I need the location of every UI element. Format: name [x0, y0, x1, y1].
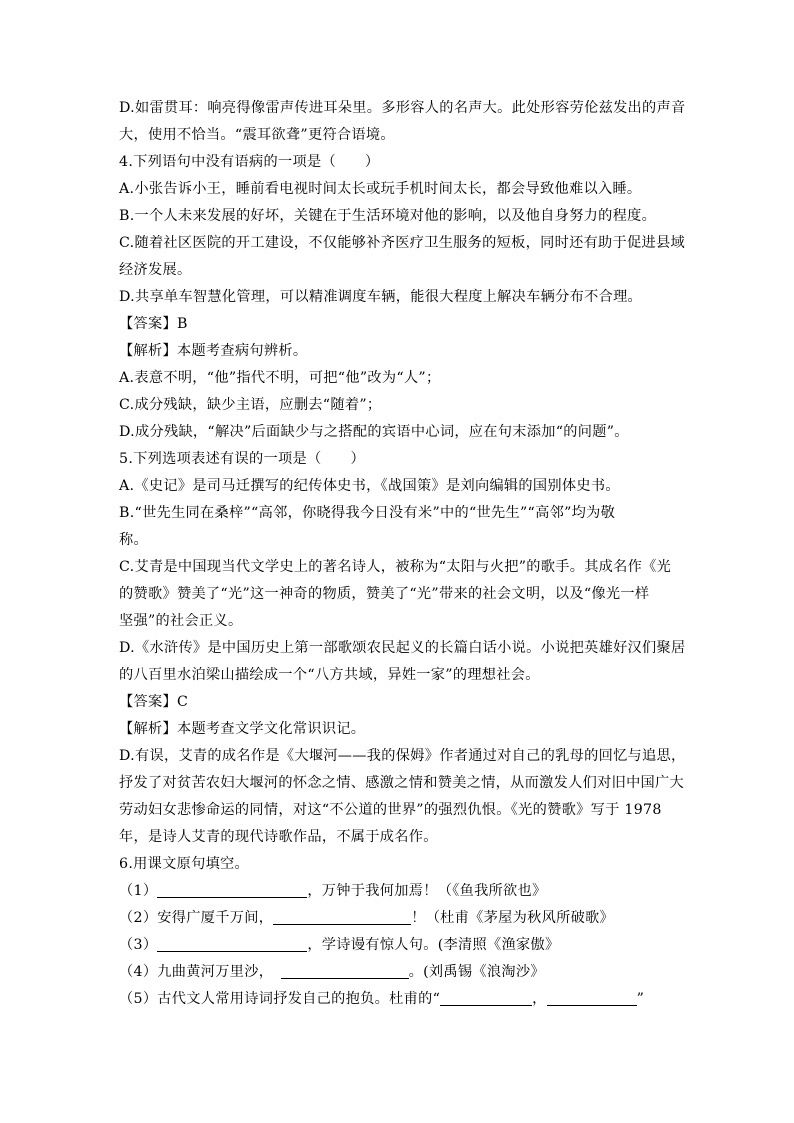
analysis-label: 【解析】本题考查病句辨析。 — [119, 343, 308, 359]
analysis-line: 劳动妇女悲惨命运的同情，对这“不公道的世界”的强烈仇恨。《光的赞歌》写于 1978 — [119, 802, 662, 818]
option-b: B.一个人未来发展的好坏，关键在于生活环境对他的影响，以及他自身努力的程度。 — [119, 208, 657, 224]
option-c: C.艾青是中国现当代文学史上的著名诗人，被称为“太阳与火把”的歌手。其成名作《光 — [119, 559, 672, 575]
answer-label: 【答案】B — [119, 316, 188, 332]
answer-label: 【答案】C — [119, 694, 189, 710]
option-c: C.随着社区医院的开工建设，不仅能够补齐医疗卫生服务的短板，同时还有助于促进县域 — [119, 235, 685, 251]
analysis-line: D.有误，艾青的成名作是《大堰河——我的保姆》作者通过对自己的乳母的回忆与追思， — [119, 748, 686, 764]
fill-text: 。(刘禹锡《浪淘沙》 — [408, 964, 545, 980]
option-a: A.《史记》是司马迁撰写的纪传体史书，《战国策》是刘向编辑的国别体史书。 — [119, 478, 620, 494]
option-d: D.《水浒传》是中国历史上第一部歌颂农民起义的长篇白话小说。小说把英雄好汉们聚居 — [119, 640, 686, 656]
fill-text: ！（杜甫《茅屋为秋风所破歌》 — [411, 910, 615, 926]
fill-text: ，学诗谩有惊人句。(李清照《渔家傲》 — [307, 937, 560, 953]
text-line: D.如雷贯耳：响亮得像雷声传进耳朵里。多形容人的名声大。此处形容劳伦兹发出的声音 — [119, 100, 686, 116]
question-5-stem: 5.下列选项表述有误的一项是（ ） — [119, 451, 365, 467]
fill-item-5 — [119, 986, 675, 1013]
analysis-line: 年，是诗人艾青的现代诗歌作品，不属于成名作。 — [119, 829, 438, 845]
option-d-cont: 的八百里水泊梁山描绘成一个“八方共域，异姓一家”的理想社会。 — [119, 667, 540, 683]
option-c-cont: 坚强”的社会正义。 — [119, 613, 243, 629]
fill-text: （1） — [119, 883, 158, 899]
fill-item-4 — [119, 959, 675, 986]
question-6-stem: 6.用课文原句填空。 — [119, 856, 250, 872]
analysis-line: D.成分残缺，“解决”后面缺少与之搭配的宾语中心词，应在句末添加“的问题”。 — [119, 424, 629, 440]
answer-blank[interactable] — [157, 881, 307, 898]
option-a: A.小张告诉小王，睡前看电视时间太长或玩手机时间太长，都会导致他难以入睡。 — [119, 181, 642, 197]
analysis-line: A.表意不明，“他”指代不明，可把“他”改为“人”； — [119, 370, 441, 386]
answer-blank[interactable] — [440, 989, 532, 1006]
fill-text: （3） — [119, 937, 158, 953]
answer-blank[interactable] — [273, 908, 411, 925]
option-d: D.共享单车智慧化管理，可以精准调度车辆，能很大程度上解决车辆分布不合理。 — [119, 289, 643, 305]
fill-text: （4）九曲黄河万里沙， — [119, 964, 281, 980]
answer-blank[interactable] — [281, 962, 409, 979]
answer-blank[interactable] — [547, 989, 637, 1006]
fill-item-1 — [119, 878, 675, 905]
analysis-label: 【解析】本题考查文学文化常识识记。 — [119, 721, 366, 737]
fill-text: ，万钟于我何加焉！（《鱼我所欲也》 — [307, 883, 547, 899]
option-b: B.“世先生同在桑梓”“高邻，你晓得我今日没有米”中的“世先生”“高邻”均为敬 — [119, 505, 616, 521]
fill-text: （2）安得广厦千万间， — [119, 910, 274, 926]
fill-text: ， — [532, 991, 547, 1007]
answer-blank[interactable] — [157, 935, 307, 952]
option-c-cont: 经济发展。 — [119, 262, 192, 278]
fill-item-2 — [119, 905, 675, 932]
fill-item-3 — [119, 932, 675, 959]
option-b-cont: 称。 — [119, 532, 148, 548]
analysis-line: 抒发了对贫苦农妇大堰河的怀念之情、感激之情和赞美之情，从而激发人们对旧中国广大 — [119, 775, 685, 791]
fill-text: （5）古代文人常用诗词抒发自己的抱负。杜甫的“ — [119, 991, 441, 1007]
option-c-cont: 的赞歌》赞美了“光”这一神奇的物质，赞美了“光”带来的社会文明，以及“像光一样 — [119, 586, 650, 602]
fill-text: ” — [636, 991, 645, 1007]
text-line: 大，使用不恰当。“震耳欲聋”更符合语境。 — [119, 127, 395, 143]
question-4-stem: 4.下列语句中没有语病的一项是（ ） — [119, 154, 380, 170]
analysis-line: C.成分残缺，缺少主语，应删去“随着”； — [119, 397, 382, 413]
document-page — [119, 95, 686, 1013]
